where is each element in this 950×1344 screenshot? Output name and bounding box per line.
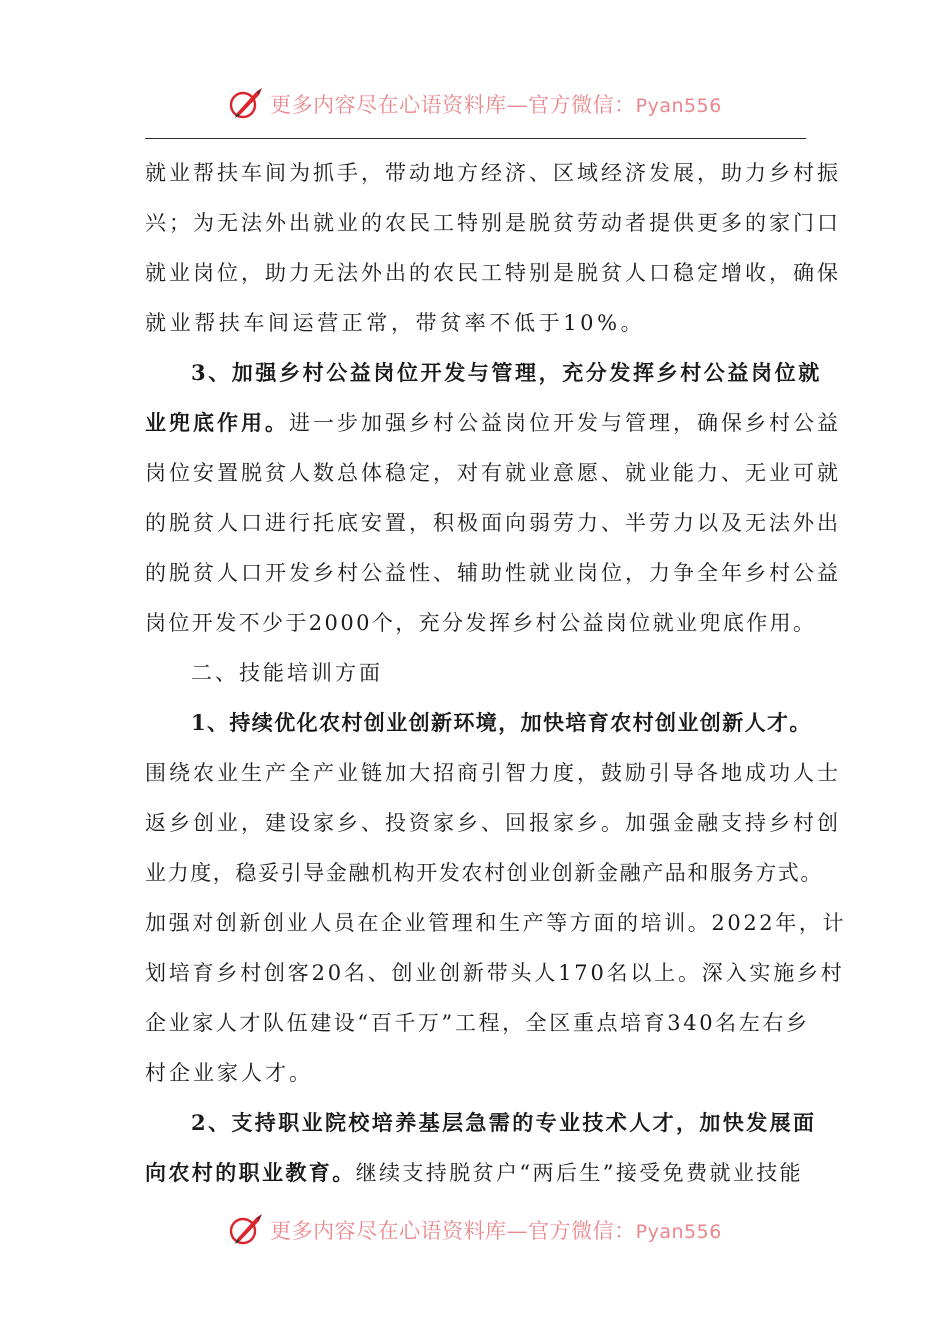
body-line <box>145 398 841 448</box>
section-heading: 3、加强乡村公益岗位开发与管理，充分发挥乡村公益岗位就 <box>191 360 822 385</box>
document-body <box>145 148 847 1198</box>
body-line: 岗位开发不少于2000个，充分发挥乡村公益岗位就业兜底作用。 <box>145 611 817 635</box>
body-line: 返乡创业，建设家乡、投资家乡、回报家乡。加强金融支持乡村创 <box>145 811 841 835</box>
header-banner <box>0 82 950 126</box>
body-line: 划培育乡村创客20名、创业创新带头人170名以上。深入实施乡村 <box>145 961 845 985</box>
body-text: 继续支持脱贫户“两后生”接受免费就业技能 <box>355 1161 804 1185</box>
body-line: 就业岗位，助力无法外出的农民工特别是脱贫人口稳定增收，确保 <box>145 261 841 285</box>
quill-pen-logo-icon <box>228 1212 264 1248</box>
body-line: 兴；为无法外出就业的农民工特别是脱贫劳动者提供更多的家门口 <box>145 211 841 235</box>
subsection-title: 二、技能培训方面 <box>191 661 383 685</box>
body-text: 进一步加强乡村公益岗位开发与管理，确保乡村公益 <box>289 411 841 435</box>
body-line: 业力度，稳妥引导金融机构开发农村创业创新金融产品和服务方式。 <box>145 861 823 885</box>
section-heading: 2、支持职业院校培养基层急需的专业技术人才，加快发展面 <box>191 1110 817 1135</box>
header-divider <box>145 138 806 139</box>
heading-continuation: 业兜底作用。 <box>145 410 289 435</box>
body-line: 的脱贫人口开发乡村公益性、辅助性就业岗位，力争全年乡村公益 <box>145 561 841 585</box>
body-line: 就业帮扶车间为抓手，带动地方经济、区域经济发展，助力乡村振 <box>145 161 841 185</box>
body-line <box>145 1148 805 1198</box>
body-line: 加强对创新创业人员在企业管理和生产等方面的培训。2022年，计 <box>145 911 847 935</box>
body-line: 的脱贫人口进行托底安置，积极面向弱劳力、半劳力以及无法外出 <box>145 511 841 535</box>
quill-pen-logo-icon <box>228 86 264 122</box>
banner-text: 更多内容尽在心语资料库—官方微信：Pyan556 <box>270 1219 722 1243</box>
body-line: 岗位安置脱贫人数总体稳定，对有就业意愿、就业能力、无业可就 <box>145 461 841 485</box>
body-line: 就业帮扶车间运营正常，带贫率不低于10%。 <box>145 311 646 335</box>
banner-text: 更多内容尽在心语资料库—官方微信：Pyan556 <box>270 93 722 117</box>
body-line: 村企业家人才。 <box>145 1061 313 1085</box>
body-line: 围绕农业生产全产业链加大招商引智力度，鼓励引导各地成功人士 <box>145 761 841 785</box>
body-line: 企业家人才队伍建设“百千万”工程，全区重点培育340名左右乡 <box>145 1011 810 1035</box>
heading-continuation: 向农村的职业教育。 <box>145 1160 356 1185</box>
footer-banner <box>0 1208 950 1252</box>
section-heading: 1、持续优化农村创业创新环境，加快培育农村创业创新人才。 <box>191 710 812 735</box>
